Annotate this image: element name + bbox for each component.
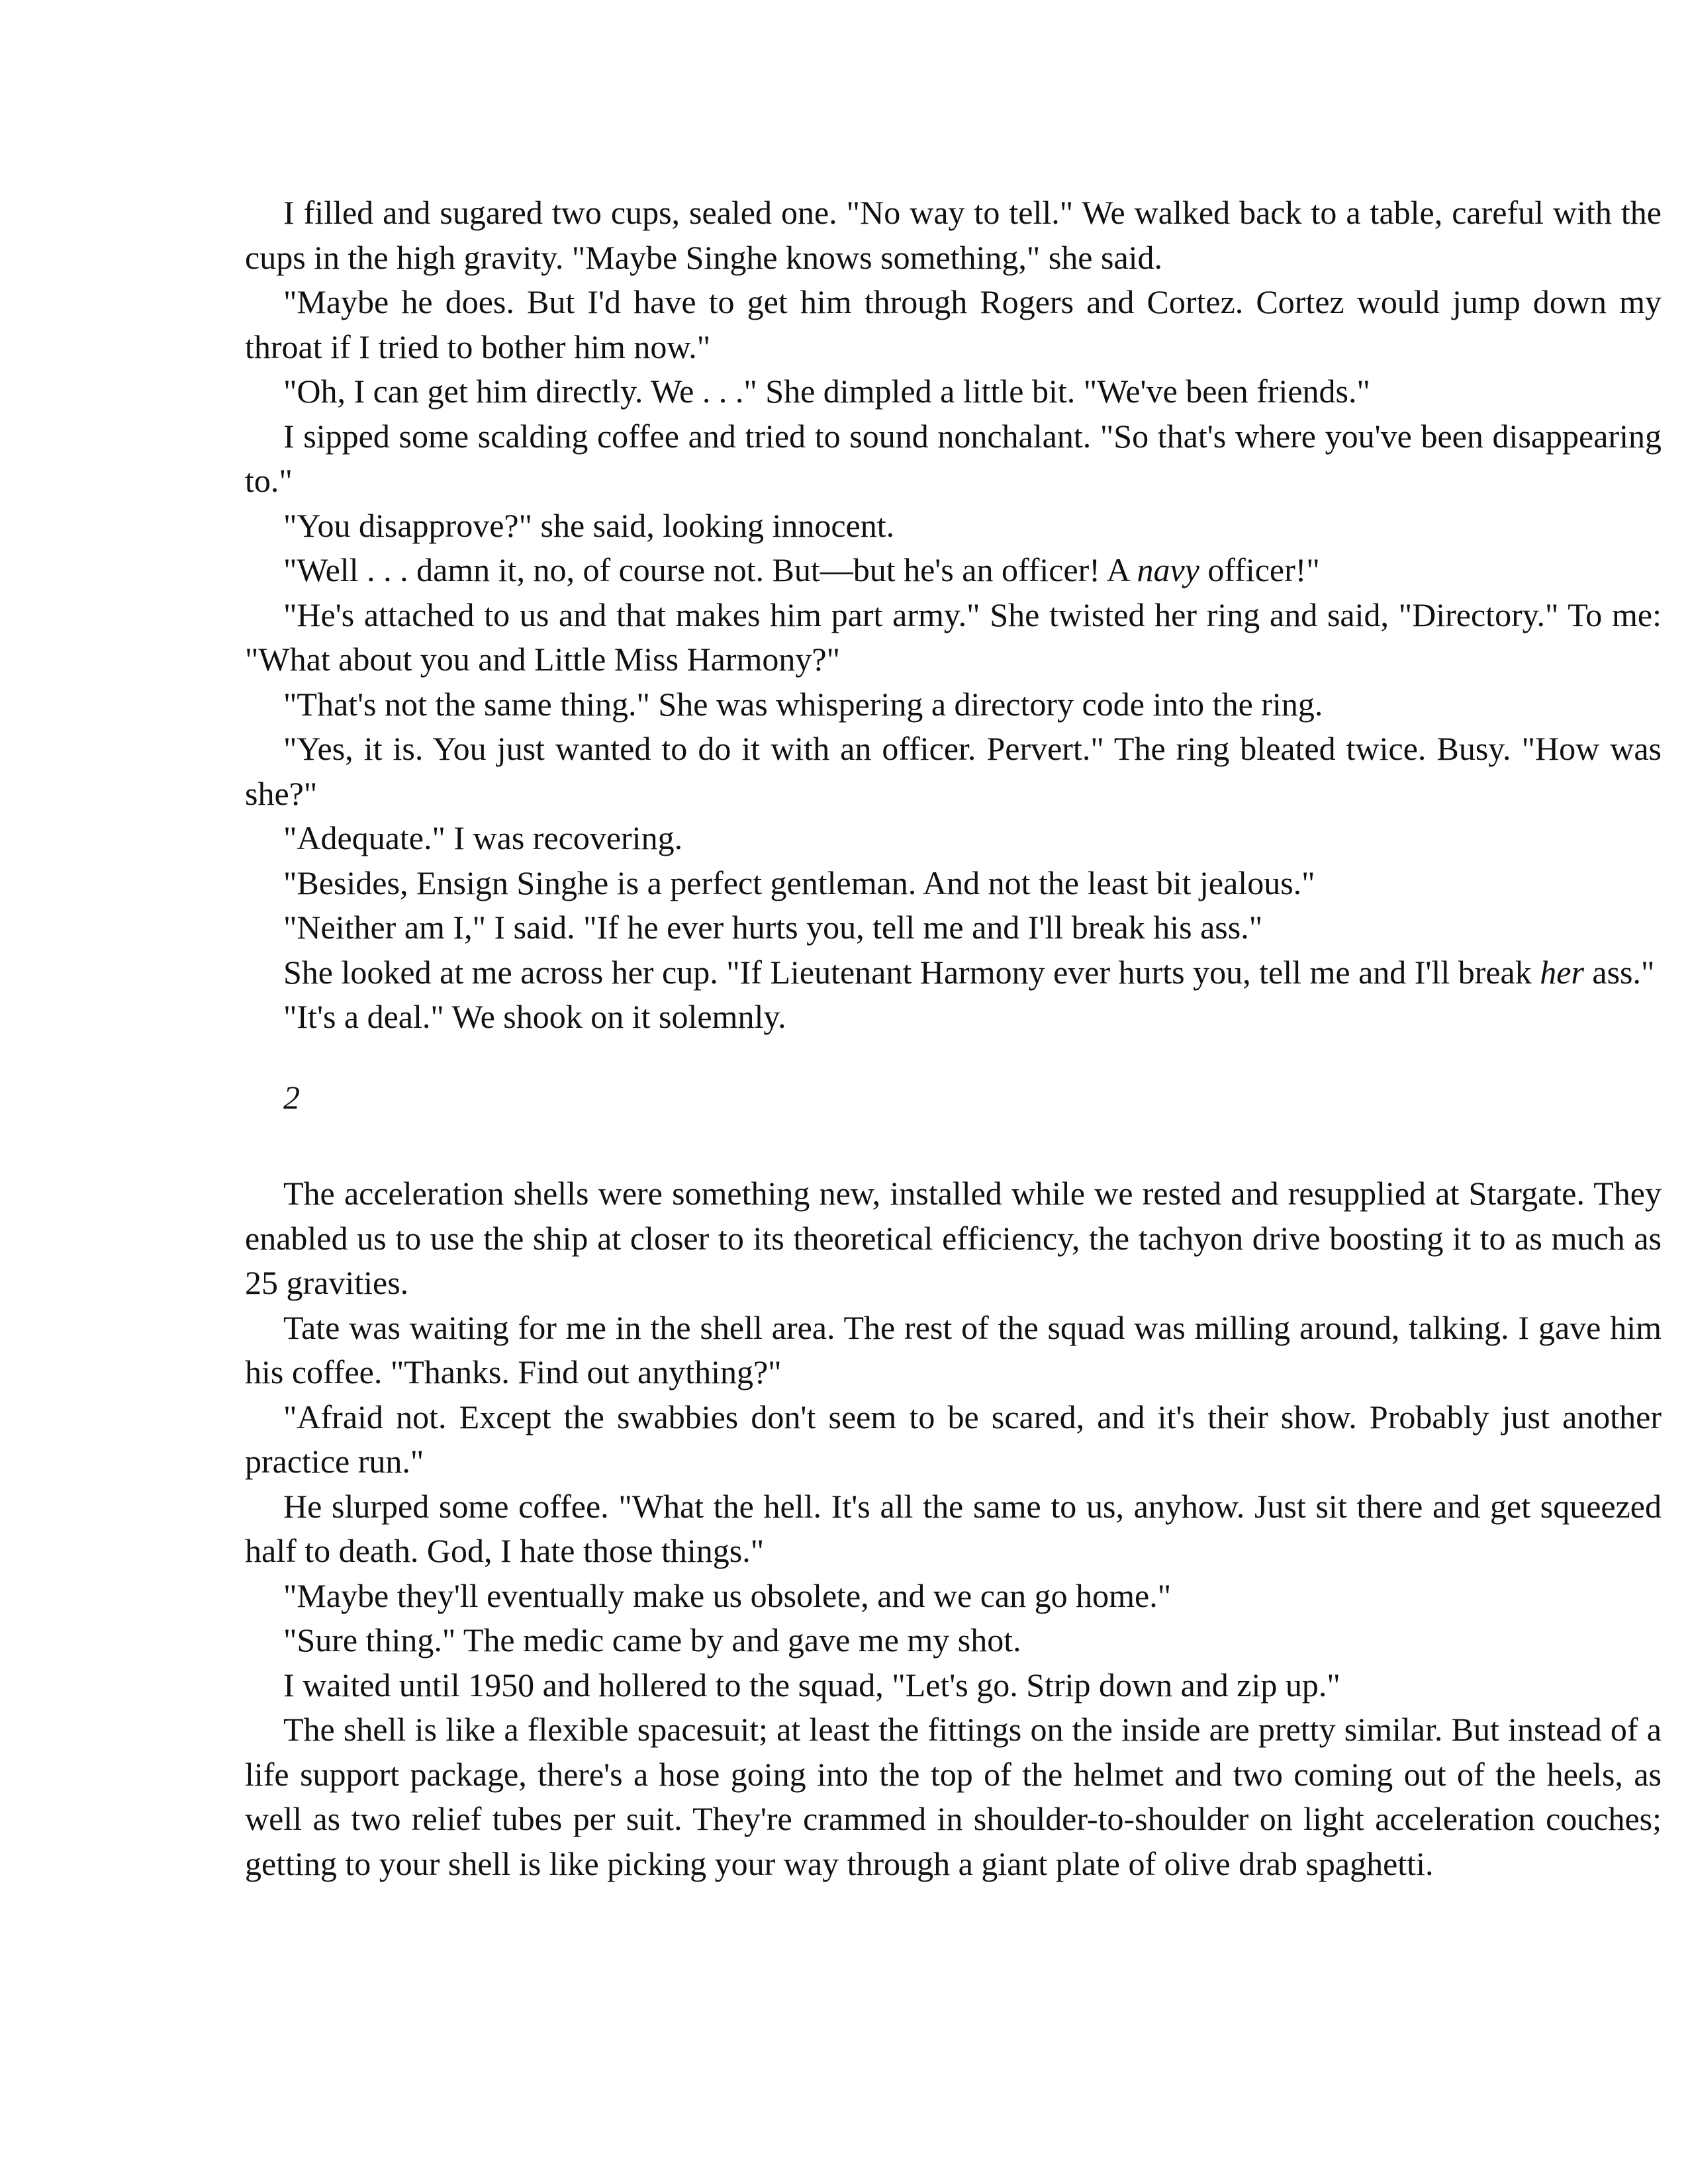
paragraph: "That's not the same thing." She was whispering a directory code into the ring. — [283, 685, 1323, 723]
paragraph: The acceleration shells were something new, installed while we rested and resupplied at Stargate. They enabled us to use the ship at closer to its theoretical efficiency, the tachyon drive boosting it to as much as 25 gravities. — [245, 1175, 1662, 1301]
paragraph: "Afraid not. Except the swabbies don't seem to be scared, and it's their show. Probably just another practice run." — [245, 1398, 1662, 1480]
text-run: "Well . . . damn it, no, of course not. But—but he's an officer! A — [283, 551, 1137, 588]
paragraph: "Maybe he does. But I'd have to get him through Rogers and Cortez. Cortez would jump down my throat if I tried to bother him now." — [245, 283, 1662, 365]
paragraph: He slurped some coffee. "What the hell. It's all the same to us, anyhow. Just sit there and get squeezed half to death. God, I hate those things." — [245, 1487, 1662, 1569]
paragraph: "Maybe they'll eventually make us obsolete, and we can go home." — [283, 1576, 1172, 1614]
paragraph: "You disapprove?" she said, looking innocent. — [283, 506, 895, 544]
emphasis-text: her — [1540, 953, 1584, 991]
paragraph: "Adequate." I was recovering. — [283, 819, 683, 856]
paragraph — [245, 950, 1662, 995]
section-number: 2 — [283, 1078, 300, 1116]
paragraph: I waited until 1950 and hollered to the squad, "Let's go. Strip down and zip up." — [283, 1666, 1340, 1704]
paragraph: The shell is like a flexible spacesuit; at least the fittings on the inside are pretty similar. But instead of a life support package, there's a hose going into the top of the helmet and two coming out of the heels, as well as two relief tubes per suit. They're crammed in shoulder-to-shoulder on light acceleration couches; getting to your shell is like picking your way through a giant plate of olive drab spaghetti. — [245, 1711, 1662, 1882]
text-run: She looked at me across her cup. "If Lieutenant Harmony ever hurts you, tell me and I'll break — [283, 953, 1540, 991]
paragraph: "He's attached to us and that makes him part army." She twisted her ring and said, "Directory." To me: "What about you and Little Miss Harmony?" — [245, 596, 1662, 678]
text-run: officer!" — [1199, 551, 1320, 588]
paragraph: I filled and sugared two cups, sealed one. "No way to tell." We walked back to a table, careful with the cups in the high gravity. "Maybe Singhe knows something," she said. — [245, 194, 1662, 276]
paragraph: "Oh, I can get him directly. We . . ." She dimpled a little bit. "We've been friends." — [283, 373, 1370, 410]
paragraph: "Sure thing." The medic came by and gave me my shot. — [283, 1621, 1021, 1659]
paragraph: "Yes, it is. You just wanted to do it with an officer. Pervert." The ring bleated twice. Busy. "How was she?" — [245, 730, 1662, 812]
paragraph — [245, 548, 1662, 593]
emphasis-text: navy — [1137, 551, 1199, 588]
paragraph: Tate was waiting for me in the shell area. The rest of the squad was milling around, talking. I gave him his coffee. "Thanks. Find out anything?" — [245, 1308, 1662, 1390]
paragraph: "It's a deal." We shook on it solemnly. — [283, 998, 786, 1035]
paragraph: "Besides, Ensign Singhe is a perfect gentleman. And not the least bit jealous." — [283, 864, 1315, 901]
paragraph: I sipped some scalding coffee and tried to sound nonchalant. "So that's where you've been disappearing to." — [245, 417, 1662, 499]
page-body — [245, 191, 1662, 1886]
paragraph: "Neither am I," I said. "If he ever hurts you, tell me and I'll break his ass." — [283, 909, 1263, 946]
text-run: ass." — [1583, 953, 1655, 991]
